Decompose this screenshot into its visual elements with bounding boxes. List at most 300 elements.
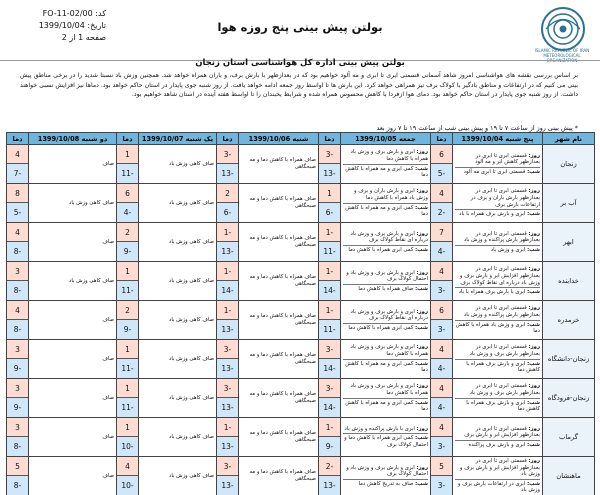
day-forecast: [343, 231, 428, 244]
day1-temperature: [431, 379, 453, 418]
day3-description: [239, 340, 319, 379]
table-row: [7, 223, 595, 262]
day2-description: [341, 184, 431, 223]
night-label: شب:: [415, 480, 428, 487]
day-text: قسمتی ابری تا ابری در بعدازظهر بارش پراکنده و وزش باد: [463, 305, 540, 318]
day3-temperature: [217, 340, 239, 379]
max-temp: 4: [7, 145, 28, 164]
day-forecast: [31, 161, 114, 168]
night-text: کمی ابری و مه همراه با کاهش دما: [345, 204, 428, 218]
day2-temperature: [319, 301, 341, 340]
min-temp: -11: [117, 281, 138, 300]
page-header: [0, 0, 600, 62]
night-forecast: [343, 481, 428, 488]
night-label: شب:: [415, 399, 428, 406]
max-temp: 1: [117, 379, 138, 398]
night-label: شب:: [415, 360, 428, 367]
day5-temperature: [7, 184, 29, 223]
day-text: صاف همراه با کاهش دما و مه صبحگاهی: [249, 274, 316, 287]
table-row: [7, 340, 595, 379]
day-night-divider: [455, 398, 540, 399]
min-temp: -6: [217, 203, 238, 222]
day2-description: [341, 379, 431, 418]
day3-description: [239, 145, 319, 184]
day-night-divider: [455, 479, 540, 480]
day4-description: [139, 340, 217, 379]
night-forecast: [343, 400, 428, 413]
min-temp: -13: [217, 398, 238, 417]
day-text: ابری و بارش برف و وزش باد همراه با کاهش دما: [350, 383, 428, 396]
logo-caption: ISLAMIC REPUBLIC OF IRAN METEOROLOGICAL ORGANIZATION: [534, 48, 590, 63]
night-forecast: [455, 169, 540, 176]
synopsis-paragraph: بر اساس بررسی نقشه های هواشناسی امروز شاهد آسمانی قسمتی ابری تا ابری و مه آلود خواهیم بود که در بعدازظهر با بارش برف، و باران همراه خواهد شد. همچنین وزش باد نسبتا شدید را در برخی مناطق پیش بینی می کنیم که در ارتفاعات و مناطق بادگیر با کولاک برف نیز همراهی خواهد کرد. این بارش ها تا اواسط روز جمعه ادامه خواهد یافت. از روز شنبه جوی پایدار در استان حاکم خواهد بود. دماها نیز افزایش نسبی خواهند داشت. از روز شنبه جوی پایدار در استان حاکم خواهد بود. دمای هوا ازفردا با کاهش محسوس همراه شده و شرایط یخبندان را تا اواسط هفته آینده در استان شاهد خواهیم بود.: [20, 72, 578, 98]
day-label: روز:: [416, 464, 428, 471]
day3-temperature: [217, 301, 239, 340]
night-forecast: [455, 442, 540, 449]
day-forecast: [455, 305, 540, 318]
max-temp: -3: [217, 145, 238, 164]
day4-description: [139, 379, 217, 418]
day-text: ابری و بارش برف و وزش باد و احتمال کولاک برف: [346, 464, 428, 478]
day-text: صاف کاهی وزش باد: [168, 472, 214, 479]
day-forecast: [31, 434, 114, 441]
day5-description: [29, 301, 117, 340]
day-text: صاف: [102, 394, 114, 401]
day4-temperature: [117, 223, 139, 262]
day-night-divider: [455, 209, 540, 210]
day-forecast: [455, 344, 540, 357]
forecast-time-note: * پیش بینی روز از ساعت ۷ تا ۱۹ و پیش بینی شب از ساعت ۱۹ تا ۷ روز بعد: [376, 124, 578, 132]
day3-description: [239, 418, 319, 457]
day-forecast: [141, 395, 214, 402]
col-day5-temp: دما: [7, 133, 29, 145]
day-forecast: [31, 239, 114, 246]
min-temp: -13: [319, 164, 340, 183]
day-forecast: [141, 200, 214, 207]
max-temp: -1: [217, 223, 238, 242]
min-temp: -4: [431, 242, 452, 261]
day3-temperature: [217, 184, 239, 223]
col-day2: جمعه 1399/10/05: [341, 133, 431, 145]
min-temp: -9: [117, 242, 138, 261]
max-temp: -3: [319, 379, 340, 398]
min-temp: -7: [7, 164, 28, 183]
day-forecast: [141, 473, 214, 480]
day-text: صاف همراه با کاهش دما و مه صبحگاهی: [249, 235, 316, 248]
min-temp: -8: [7, 437, 28, 456]
day-text: ابری و بارش برف و وزش باد و احتمال کولاک برف: [346, 269, 428, 283]
day-text: صاف همراه با کاهش دما و مه صبحگاهی: [249, 391, 316, 404]
night-text: قسمتی ابری تا ابری مه آلود: [463, 168, 526, 175]
day-forecast: [31, 356, 114, 363]
day-forecast: [31, 395, 114, 402]
day5-temperature: [7, 145, 29, 184]
doc-page-row: [16, 32, 106, 44]
night-forecast: [343, 435, 428, 448]
day5-description: [29, 379, 117, 418]
day-night-divider: [455, 245, 540, 246]
day1-temperature: [431, 418, 453, 457]
day2-temperature: [319, 184, 341, 223]
night-forecast: [343, 361, 428, 374]
day4-description: [139, 457, 217, 495]
day5-temperature: [7, 262, 29, 301]
day-forecast: [141, 356, 214, 363]
day-label: روز:: [528, 188, 540, 195]
day5-description: [29, 340, 117, 379]
night-label: شب:: [527, 321, 540, 328]
doc-page-of: از: [69, 33, 76, 42]
city-name: خدابنده: [543, 262, 595, 301]
day-forecast: [455, 188, 540, 208]
min-temp: -11: [319, 242, 340, 261]
day-label: روز:: [528, 383, 540, 390]
day2-temperature: [319, 379, 341, 418]
day-label: روز:: [416, 425, 428, 432]
min-temp: -11: [117, 398, 138, 417]
page-title: بولتن پیش بینی پنج روزه هوا: [217, 20, 383, 34]
min-temp: -9: [319, 437, 340, 456]
day-night-divider: [343, 164, 428, 165]
city-name: ابهر: [543, 223, 595, 262]
day4-temperature: [117, 145, 139, 184]
forecast-table-body: [7, 145, 595, 495]
day2-temperature: [319, 223, 341, 262]
day-forecast: [455, 231, 540, 244]
table-row: [7, 379, 595, 418]
day-forecast: [343, 149, 428, 162]
day-forecast: [343, 270, 428, 283]
day-forecast: [241, 469, 316, 482]
night-label: شب:: [527, 399, 540, 406]
day-text: صاف: [102, 316, 114, 323]
day-night-divider: [343, 323, 428, 324]
day5-description: [29, 223, 117, 262]
night-text: ابری و بارش برف همراه با کاهش دما: [466, 399, 540, 413]
min-temp: -3: [431, 476, 452, 495]
night-forecast: [343, 286, 428, 293]
night-forecast: [455, 247, 540, 254]
min-temp: -13: [217, 437, 238, 456]
day-forecast: [141, 161, 214, 168]
day-text: ابری و بارش برف و وزش باد درباره ای نقاط کولاک برف: [350, 230, 428, 244]
day3-description: [239, 457, 319, 495]
day-forecast: [455, 426, 540, 439]
max-temp: 4: [431, 418, 452, 437]
day-text: صاف همراه با کاهش دما و مه صبحگاهی: [249, 430, 316, 443]
day4-description: [139, 223, 217, 262]
table-header-row: [7, 133, 595, 145]
day4-temperature: [117, 262, 139, 301]
doc-page-value: 1: [78, 33, 84, 42]
day-night-divider: [343, 398, 428, 399]
day-text: صاف کاهی وزش باد: [68, 277, 114, 284]
day1-temperature: [431, 457, 453, 495]
day-label: روز:: [528, 458, 540, 465]
max-temp: 1: [117, 262, 138, 281]
min-temp: -9: [7, 398, 28, 417]
day3-description: [239, 223, 319, 262]
day-text: قسمتی ابری تا ابری در بعدازظهر افزایش ابر و بارش برف و وزش باد درباره ای نقاط کولاک برف: [459, 266, 540, 286]
day-text: صاف کاهی وزش باد: [168, 238, 214, 245]
doc-code-row: [16, 8, 106, 20]
night-label: شب:: [527, 480, 540, 487]
day3-description: [239, 301, 319, 340]
day-forecast: [343, 188, 428, 201]
day3-description: [239, 379, 319, 418]
day2-temperature: [319, 418, 341, 457]
night-text: کمی ابری همراه با کاهش دما و احتمال کولاک برف: [344, 435, 428, 448]
day-label: روز:: [528, 230, 540, 237]
min-temp: -5: [7, 203, 28, 222]
min-temp: -9: [117, 320, 138, 339]
day-label: روز:: [528, 425, 540, 432]
max-temp: 6: [431, 145, 452, 164]
max-temp: 3: [7, 379, 28, 398]
day3-temperature: [217, 262, 239, 301]
city-name: زنجان-فرودگاه: [543, 379, 595, 418]
col-day3: شنبه 1399/10/06: [239, 133, 319, 145]
day5-description: [29, 262, 117, 301]
day5-temperature: [7, 223, 29, 262]
max-temp: -3: [319, 340, 340, 359]
night-text: ابری و وزش باد: [490, 246, 526, 253]
day-text: صاف کاهی وزش باد: [168, 277, 214, 284]
min-temp: -8: [7, 476, 28, 495]
day5-description: [29, 457, 117, 495]
day-text: صاف: [102, 160, 114, 167]
day-label: روز:: [528, 305, 540, 312]
min-temp: -14: [217, 281, 238, 300]
max-temp: -1: [319, 262, 340, 281]
col-day4-temp: دما: [117, 133, 139, 145]
day-forecast: [31, 473, 114, 480]
night-label: شب:: [527, 246, 540, 253]
day-forecast: [343, 465, 428, 478]
max-temp: 5: [431, 457, 452, 476]
min-temp: -8: [7, 320, 28, 339]
forecast-table: [6, 132, 595, 495]
day-text: قسمتی ابری تا ابری در بعدازظهر کاهش ابر و مه آلود: [475, 152, 540, 166]
day2-description: [341, 418, 431, 457]
day-label: روز:: [416, 230, 428, 237]
min-temp: -5: [431, 164, 452, 183]
max-temp: 8: [7, 184, 28, 203]
day-text: صاف: [102, 433, 114, 440]
day3-temperature: [217, 145, 239, 184]
day2-description: [341, 340, 431, 379]
day1-description: [453, 418, 543, 457]
day-forecast: [241, 391, 316, 404]
table-row: [7, 145, 595, 184]
night-forecast: [455, 400, 540, 413]
day5-description: [29, 184, 117, 223]
min-temp: -3: [431, 437, 452, 456]
bulletin-subtitle: بولتن پیش بینی اداره کل هواشناسی استان زنجان: [195, 58, 405, 68]
day-forecast: [31, 278, 114, 285]
day-night-divider: [455, 359, 540, 360]
day1-description: [453, 262, 543, 301]
max-temp: -3: [217, 340, 238, 359]
max-temp: 2: [217, 184, 238, 203]
night-text: کمی ابری و مه همراه با کاهش دما: [345, 399, 428, 413]
max-temp: -1: [319, 223, 340, 242]
min-temp: -10: [117, 437, 138, 456]
night-text: کمی ابری همراه با کاهش دما: [348, 324, 414, 331]
max-temp: 3: [7, 262, 28, 281]
max-temp: 6: [431, 301, 452, 320]
city-name: زنجان: [543, 145, 595, 184]
day-label: روز:: [528, 152, 540, 159]
day-label: روز:: [528, 266, 540, 273]
city-name: گرماب: [543, 418, 595, 457]
day5-temperature: [7, 379, 29, 418]
day-text: قسمتی ابری تا ابری در بعدازظهر بارش برف و وزش باد: [469, 344, 540, 357]
day-text: صاف همراه با کاهش دما و مه صبحگاهی: [249, 469, 316, 482]
day4-description: [139, 262, 217, 301]
min-temp: -11: [319, 320, 340, 339]
col-city: نام شهر: [543, 133, 595, 145]
day1-description: [453, 145, 543, 184]
doc-page-total: 2: [61, 33, 67, 42]
day-text: قسمتی ابری تا ابری در بعدازظهر بارش باران و برف در ارتفاعات بارش برف: [470, 188, 540, 208]
night-label: شب:: [527, 168, 540, 175]
min-temp: -13: [217, 164, 238, 183]
min-temp: -14: [319, 281, 340, 300]
day-forecast: [455, 383, 540, 396]
max-temp: 4: [431, 262, 452, 281]
night-text: کمی ابری و مه همراه با کاهش دما: [345, 360, 428, 374]
night-text: کمی ابری و مه همراه با کاهش دما: [345, 165, 428, 179]
day-text: صاف همراه با کاهش دما و مه صبحگاهی: [249, 313, 316, 326]
day3-temperature: [217, 457, 239, 495]
day-forecast: [343, 309, 428, 322]
night-forecast: [343, 205, 428, 218]
day-text: صاف همراه با کاهش دما و مه صبحگاهی: [249, 196, 316, 209]
day2-description: [341, 145, 431, 184]
night-forecast: [455, 481, 540, 494]
day-forecast: [31, 317, 114, 324]
max-temp: -3: [319, 145, 340, 164]
max-temp: 4: [117, 457, 138, 476]
night-label: شب:: [527, 360, 540, 367]
day4-temperature: [117, 457, 139, 495]
max-temp: -3: [217, 457, 238, 476]
day1-temperature: [431, 223, 453, 262]
night-label: شب:: [415, 204, 428, 211]
night-forecast: [455, 322, 540, 335]
min-temp: -2: [431, 203, 452, 222]
day1-temperature: [431, 262, 453, 301]
day1-description: [453, 184, 543, 223]
day-label: روز:: [416, 344, 428, 351]
day-forecast: [241, 352, 316, 365]
min-temp: -14: [319, 398, 340, 417]
day2-description: [341, 457, 431, 495]
night-forecast: [343, 166, 428, 179]
day-night-divider: [343, 479, 428, 480]
day2-description: [341, 301, 431, 340]
day5-description: [29, 418, 117, 457]
night-text: ابری و بارش برف همراه با کاهش دما: [466, 360, 540, 374]
day-forecast: [141, 278, 214, 285]
max-temp: 4: [7, 223, 28, 242]
day-text: صاف همراه با کاهش دما و مه صبحگاهی: [249, 352, 316, 365]
day-text: صاف کاهی وزش باد: [168, 160, 214, 167]
col-day5: دو شنبه 1399/10/08: [29, 133, 117, 145]
night-forecast: [455, 211, 540, 218]
day-forecast: [343, 344, 428, 357]
day-forecast: [31, 200, 114, 207]
night-label: شب:: [527, 289, 540, 296]
day-text: صاف: [102, 472, 114, 479]
day-text: صاف کاهی وزش باد: [168, 355, 214, 362]
min-temp: -11: [117, 164, 138, 183]
day-label: روز:: [416, 188, 428, 195]
day-night-divider: [343, 203, 428, 204]
day-text: قسمتی ابری تا ابری در بعدازظهر افزایش ابر و بارش برف: [464, 425, 540, 439]
day-text: صاف همراه با کاهش دما و مه صبحگاهی: [249, 157, 316, 170]
doc-code-label: کد:: [95, 9, 106, 18]
day5-temperature: [7, 457, 29, 495]
max-temp: 4: [431, 340, 452, 359]
day2-description: [341, 223, 431, 262]
max-temp: -1: [217, 301, 238, 320]
table-row: [7, 457, 595, 495]
max-temp: -1: [217, 418, 238, 437]
day3-temperature: [217, 418, 239, 457]
max-temp: 1: [117, 340, 138, 359]
day-forecast: [455, 153, 540, 166]
day-label: روز:: [416, 149, 428, 156]
doc-date-label: تاریخ:: [87, 21, 106, 30]
day4-temperature: [117, 184, 139, 223]
day2-temperature: [319, 145, 341, 184]
day-label: روز:: [416, 269, 428, 276]
day-night-divider: [455, 167, 540, 168]
day2-temperature: [319, 457, 341, 495]
day4-temperature: [117, 301, 139, 340]
day5-temperature: [7, 340, 29, 379]
min-temp: -14: [319, 359, 340, 378]
day4-description: [139, 145, 217, 184]
night-forecast: [455, 361, 540, 374]
min-temp: -6: [319, 203, 340, 222]
table-row: [7, 262, 595, 301]
night-label: شب:: [415, 285, 428, 292]
day-forecast: [455, 266, 540, 286]
day-night-divider: [455, 440, 540, 441]
min-temp: -13: [217, 476, 238, 495]
min-temp: -13: [217, 242, 238, 261]
day4-description: [139, 184, 217, 223]
day1-description: [453, 340, 543, 379]
max-temp: 2: [117, 223, 138, 242]
max-temp: 3: [7, 340, 28, 359]
day1-description: [453, 457, 543, 495]
col-day4: یک شنبه 1399/10/07: [139, 133, 217, 145]
day1-temperature: [431, 145, 453, 184]
city-name: زنجان-دانشگاه: [543, 340, 595, 379]
day-text: صاف: [102, 355, 114, 362]
max-temp: 4: [431, 379, 452, 398]
day-label: روز:: [528, 344, 540, 351]
max-temp: -1: [319, 301, 340, 320]
document-info: [16, 8, 106, 44]
night-text: صاف به تدریج کاهش دما: [358, 480, 414, 487]
night-text: ابری و بارش برف همراه با باد: [459, 211, 526, 218]
table-row: [7, 184, 595, 223]
